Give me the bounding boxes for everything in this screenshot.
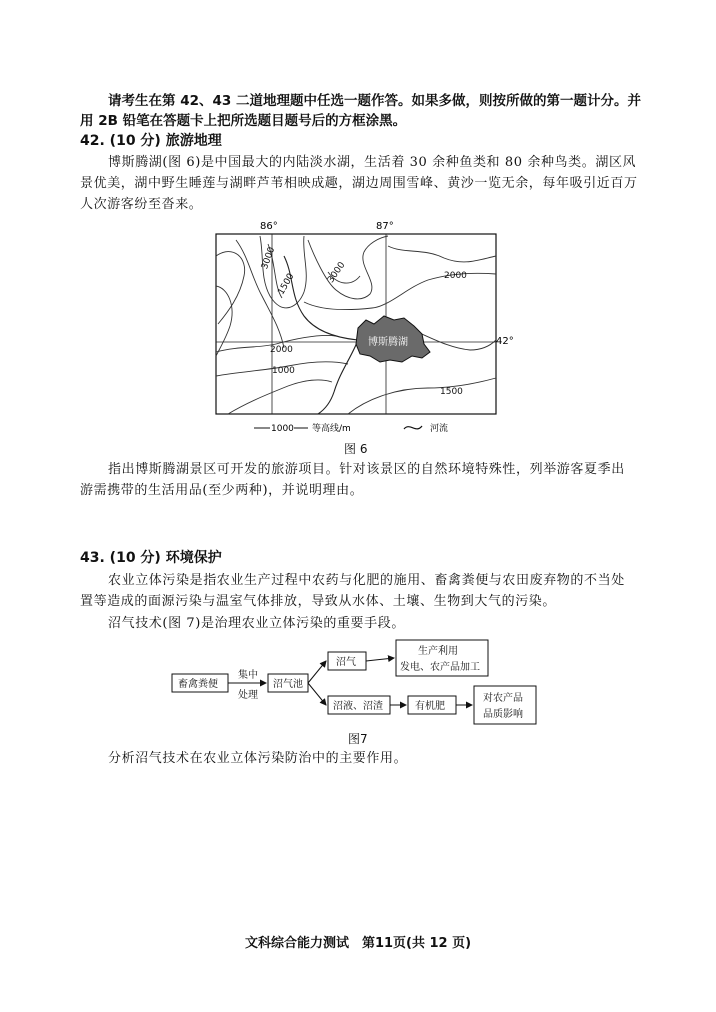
contour-label-1000: 1000 xyxy=(272,366,295,376)
contour-label-2000-north: 2000 xyxy=(444,271,467,281)
lake-label: 博斯腾湖 xyxy=(368,337,408,348)
figure-6-caption: 图 6 xyxy=(344,442,368,456)
map-lon-87-label: 87° xyxy=(376,221,394,232)
boston-lake-map xyxy=(208,216,514,436)
arrow-digester-to-residue xyxy=(308,683,326,705)
q43-heading: 43. (10 分) 环境保护 xyxy=(80,550,222,566)
q42-paragraph-line-2: 景优美，湖中野生睡莲与湖畔芦苇相映成趣，湖边周围雪峰、黄沙一览无余，每年吸引近百万 xyxy=(80,176,638,191)
production-use-label-2: 发电、农产品加工 xyxy=(400,662,480,673)
fertilizer-label: 有机肥 xyxy=(415,701,445,712)
q43-paragraph-line-3: 沼气技术(图 7)是治理农业立体污染的重要手段。 xyxy=(108,616,405,631)
residue-label: 沼液、沼渣 xyxy=(333,701,383,712)
q42-question-line-2: 游需携带的生活用品(至少两种)，并说明理由。 xyxy=(80,483,364,498)
production-use-label-1: 生产利用 xyxy=(418,646,458,657)
instruction-line-1: 请考生在第 42、43 二道地理题中任选一题作答。如果多做，则按所做的第一题计分。并 xyxy=(108,93,641,109)
map-lat-42-label: 42° xyxy=(496,336,514,347)
q42-heading: 42. (10 分) 旅游地理 xyxy=(80,133,222,149)
figure-7-caption: 图7 xyxy=(348,732,368,746)
q42-paragraph-line-3: 人次游客纷至沓来。 xyxy=(80,197,203,212)
map-lon-86-label: 86° xyxy=(260,221,278,232)
contour-label-2000-west: 2000 xyxy=(270,345,293,355)
q43-paragraph-line-2: 置等造成的面源污染与温室气体排放，导致从水体、土壤、生物到大气的污染。 xyxy=(80,594,557,609)
manure-label: 畜禽粪便 xyxy=(178,679,218,690)
arrow-digester-to-biogas xyxy=(308,661,326,683)
page-footer: 文科综合能力测试 第11页(共 12 页) xyxy=(244,936,472,951)
contour-label-3000-center: 3000 xyxy=(326,260,348,285)
quality-effect-label-2: 品质影响 xyxy=(483,709,523,720)
q43-paragraph-line-1: 农业立体污染是指农业生产过程中农药与化肥的施用、畜禽粪便与农田废弃物的不当处 xyxy=(108,573,625,588)
legend-contour-text: 等高线/m xyxy=(312,424,351,434)
q43-question: 分析沼气技术在农业立体污染防治中的主要作用。 xyxy=(108,751,408,766)
contour-label-3000-west: 3000 xyxy=(260,245,278,271)
biogas-label: 沼气 xyxy=(336,657,356,668)
collect-label-2: 处理 xyxy=(238,690,258,701)
arrow-biogas-to-use xyxy=(366,658,394,661)
contour-label-1500-south: 1500 xyxy=(440,387,463,397)
quality-effect-label-1: 对农产品 xyxy=(483,693,523,704)
legend-contour-value: 1000 xyxy=(271,424,294,434)
legend-river-text: 河流 xyxy=(430,424,449,434)
biogas-flow-diagram xyxy=(170,638,550,738)
instruction-line-2: 用 2B 铅笔在答题卡上把所选题目题号后的方框涂黑。 xyxy=(80,113,407,129)
q42-paragraph-line-1: 博斯腾湖(图 6)是中国最大的内陆淡水湖，生活着 30 余种鱼类和 80 余种鸟类。湖区风 xyxy=(108,155,637,170)
legend-river-icon xyxy=(404,426,422,429)
collect-label-1: 集中 xyxy=(238,670,258,681)
contour-label-1500: 1500 xyxy=(276,271,297,297)
digester-label: 沼气池 xyxy=(273,679,303,690)
q42-question-line-1: 指出博斯腾湖景区可开发的旅游项目。针对该景区的自然环境特殊性，列举游客夏季出 xyxy=(108,462,625,477)
